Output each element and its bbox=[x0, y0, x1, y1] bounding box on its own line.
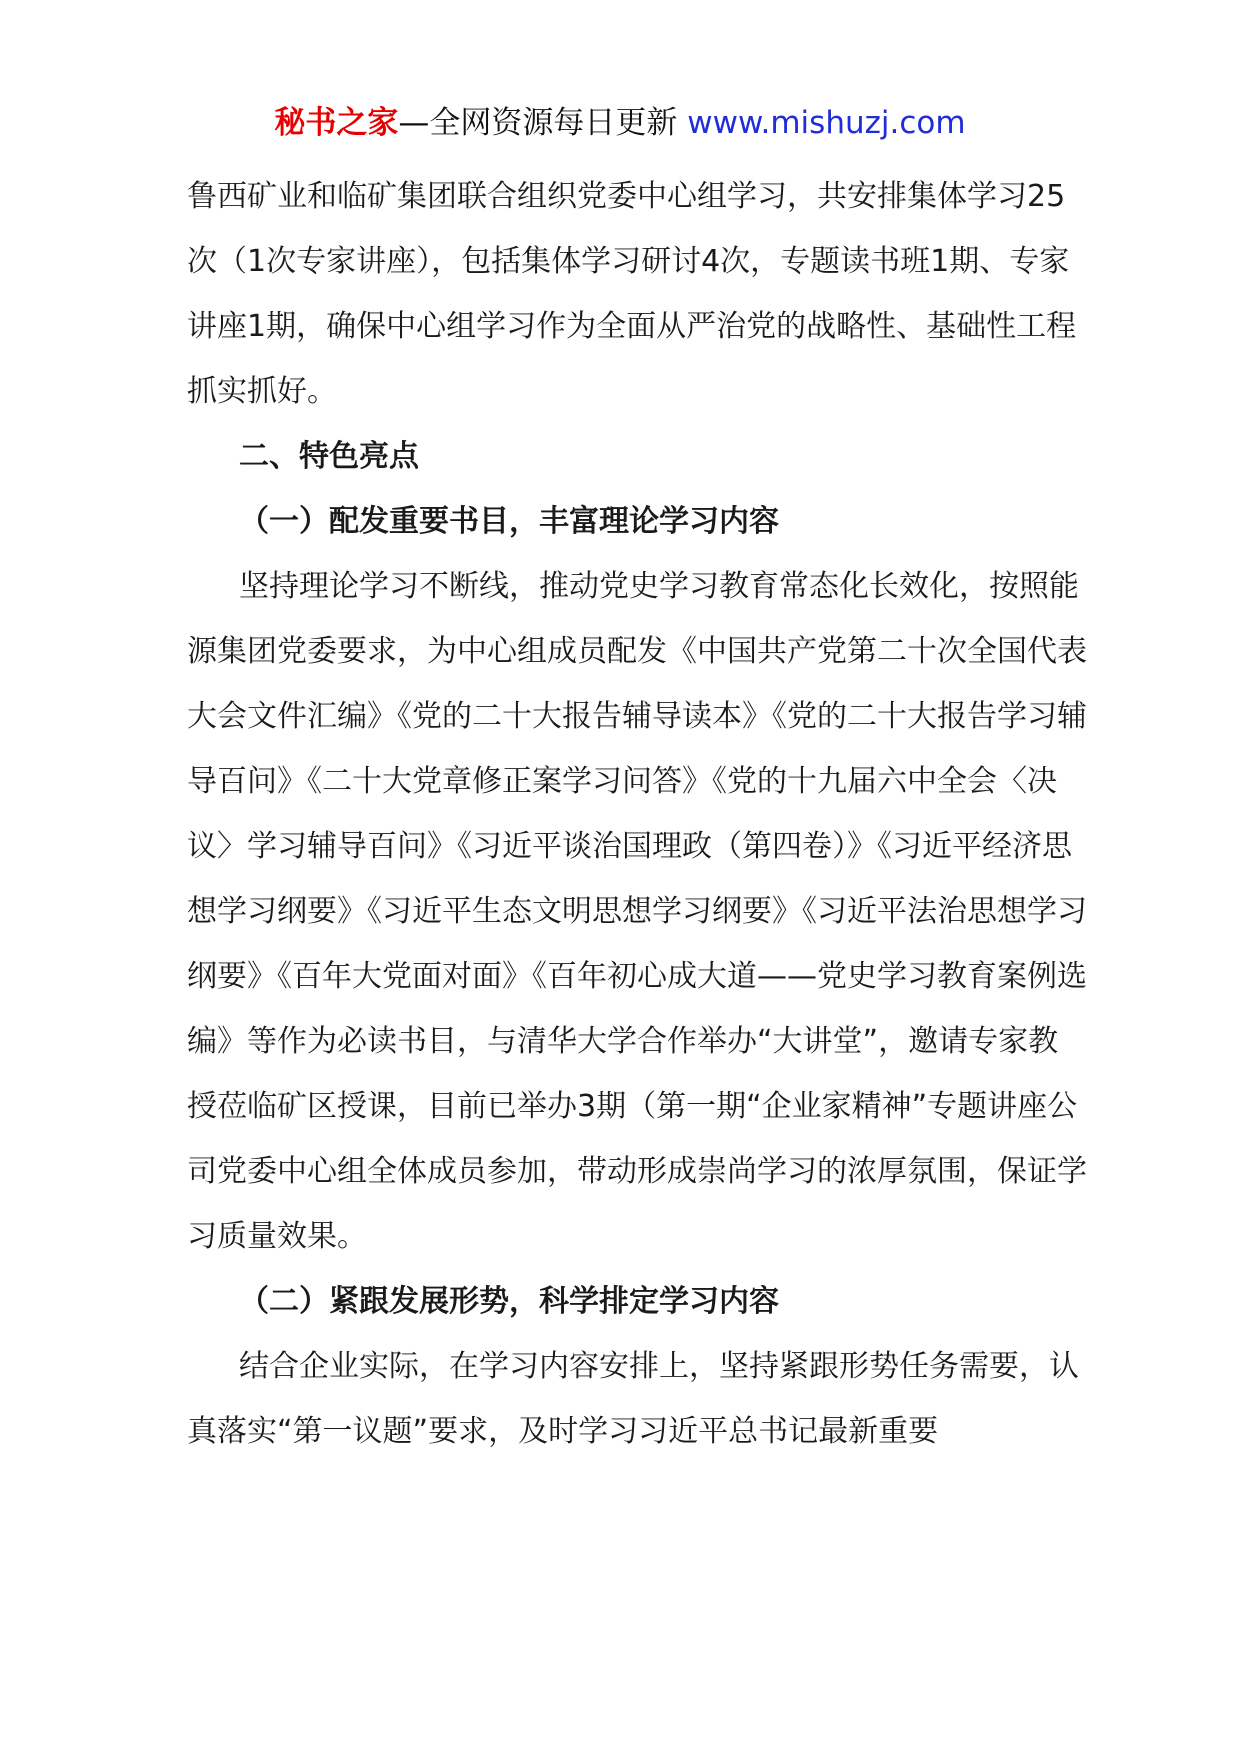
brand-name: 秘书之家 bbox=[274, 105, 399, 141]
subsection-heading-1: （一）配发重要书目，丰富理论学习内容 bbox=[239, 504, 779, 539]
subsection-heading-2: （二）紧跟发展形势，科学排定学习内容 bbox=[239, 1284, 779, 1319]
site-header bbox=[0, 100, 1240, 146]
site-url-link[interactable]: www.mishuzj.com bbox=[687, 105, 966, 141]
paragraph-content-arrangement: 结合企业实际，在学习内容安排上，坚持紧跟形势任务需要，认真落实“第一议题”要求，及时学习习近平总书记最新重要 bbox=[187, 1349, 1079, 1449]
header-slogan: —全网资源每日更新 bbox=[398, 105, 678, 141]
paragraph-books: 坚持理论学习不断线，推动党史学习教育常态化长效化，按照能源集团党委要求，为中心组成员配发《中国共产党第二十次全国代表大会文件汇编》《党的二十大报告辅导读本》《党的二十大报告学习辅导百问》《二十大党章修正案学习问答》《党的十九届六中全会〈决议〉学习辅导百问》《习近平谈治国理政（第四卷）》《习近平经济思想学习纲要》《习近平生态文明思想学习纲要》《习近平法治思想学习纲要》《百年大党面对面》《百年初心成大道——党史学习教育案例选编》等作为必读书目，与清华大学合作举办“大讲堂”，邀请专家教授莅临矿区授课，目前已举办3期（第一期“企业家精神”专题讲座公司党委中心组全体成员参加，带动形成崇尚学习的浓厚氛围，保证学习质量效果。 bbox=[187, 569, 1087, 1254]
section-heading: 二、特色亮点 bbox=[239, 439, 419, 474]
paragraph-intro: 鲁西矿业和临矿集团联合组织党委中心组学习，共安排集体学习25次（1次专家讲座），包括集体学习研讨4次，专题读书班1期、专家讲座1期，确保中心组学习作为全面从严治党的战略性、基础性工程抓实抓好。 bbox=[187, 179, 1077, 409]
document-body bbox=[187, 164, 1087, 1464]
